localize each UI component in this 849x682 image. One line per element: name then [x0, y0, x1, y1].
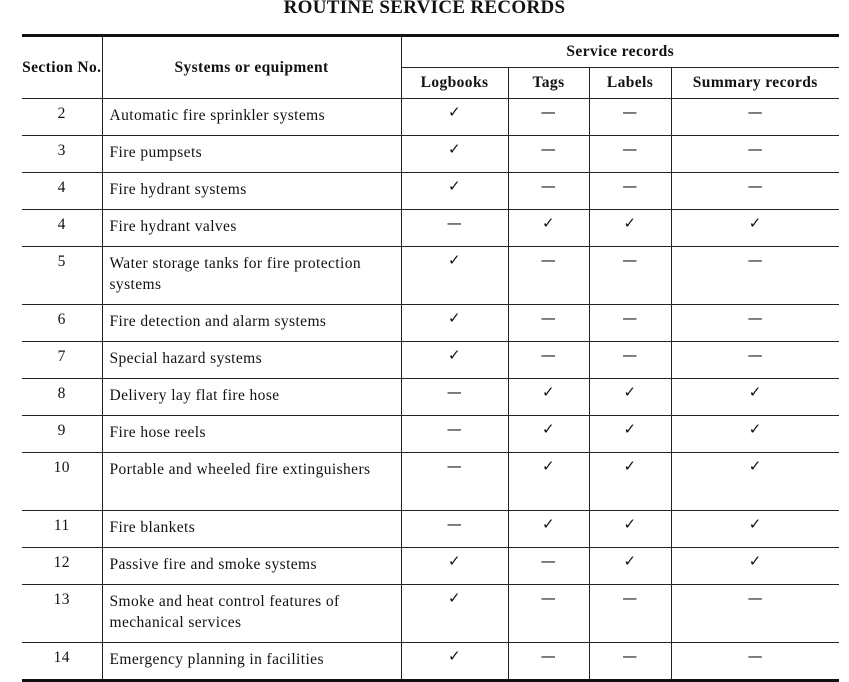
table-row: [22, 210, 839, 247]
dash-icon: —: [540, 589, 557, 607]
section-number: 9: [22, 416, 102, 453]
labels-mark-cell: [589, 342, 671, 379]
logbooks-mark-cell: [401, 173, 508, 210]
logbooks-mark-cell: [401, 585, 508, 643]
dash-icon: —: [540, 251, 557, 269]
system-name: Water storage tanks for fire protection systems: [102, 247, 401, 305]
dash-icon: —: [446, 383, 463, 401]
dash-icon: —: [747, 346, 763, 364]
summary-records-mark-cell: [671, 247, 839, 305]
check-icon: ✓: [448, 309, 461, 327]
dash-icon: —: [747, 589, 763, 607]
table-row: [22, 305, 839, 342]
logbooks-mark-cell: [401, 453, 508, 511]
summary-records-mark-cell: [671, 136, 839, 173]
dash-icon: —: [446, 420, 463, 438]
tags-mark-cell: [508, 453, 589, 511]
labels-mark-cell: [589, 643, 671, 681]
dash-icon: —: [540, 552, 557, 570]
check-icon: ✓: [542, 515, 555, 533]
table-row: [22, 173, 839, 210]
section-number: 6: [22, 305, 102, 342]
tags-mark-cell: [508, 99, 589, 136]
dash-icon: —: [622, 647, 638, 665]
check-icon: ✓: [448, 589, 461, 607]
tags-mark-cell: [508, 416, 589, 453]
system-name: Smoke and heat control features of mechanical services: [102, 585, 401, 643]
labels-mark-cell: [589, 136, 671, 173]
system-name: Delivery lay flat fire hose: [102, 379, 401, 416]
dash-icon: —: [446, 515, 463, 533]
table-row: [22, 585, 839, 643]
labels-mark-cell: [589, 548, 671, 585]
dash-icon: —: [747, 103, 763, 121]
tags-mark-cell: [508, 173, 589, 210]
section-number: 14: [22, 643, 102, 681]
section-number: 8: [22, 379, 102, 416]
dash-icon: —: [747, 251, 763, 269]
table-row: [22, 136, 839, 173]
tags-mark-cell: [508, 379, 589, 416]
dash-icon: —: [622, 589, 638, 607]
section-number: 5: [22, 247, 102, 305]
check-icon: ✓: [748, 420, 762, 438]
tags-mark-cell: [508, 210, 589, 247]
logbooks-mark-cell: [401, 99, 508, 136]
table-body: [22, 99, 839, 681]
header-summary-records: Summary records: [671, 68, 839, 99]
check-icon: ✓: [448, 103, 461, 121]
summary-records-mark-cell: [671, 342, 839, 379]
dash-icon: —: [622, 309, 638, 327]
check-icon: ✓: [448, 346, 461, 364]
section-number: 13: [22, 585, 102, 643]
check-icon: ✓: [748, 214, 762, 232]
dash-icon: —: [446, 214, 463, 232]
system-name: Automatic fire sprinkler systems: [102, 99, 401, 136]
table-row: [22, 99, 839, 136]
header-tags: Tags: [508, 68, 589, 99]
tags-mark-cell: [508, 342, 589, 379]
section-number: 3: [22, 136, 102, 173]
check-icon: ✓: [623, 383, 637, 401]
dash-icon: —: [540, 309, 557, 327]
dash-icon: —: [747, 309, 763, 327]
header-section-no: Section No.: [22, 36, 102, 99]
system-name: Portable and wheeled fire extinguishers: [102, 453, 401, 511]
labels-mark-cell: [589, 416, 671, 453]
section-number: 10: [22, 453, 102, 511]
logbooks-mark-cell: [401, 379, 508, 416]
logbooks-mark-cell: [401, 511, 508, 548]
table-row: [22, 342, 839, 379]
header-labels: Labels: [589, 68, 671, 99]
table-row: [22, 643, 839, 681]
system-name: Fire blankets: [102, 511, 401, 548]
table-row: [22, 511, 839, 548]
check-icon: ✓: [748, 515, 762, 533]
header-systems: Systems or equipment: [102, 36, 401, 99]
summary-records-mark-cell: [671, 585, 839, 643]
logbooks-mark-cell: [401, 136, 508, 173]
check-icon: ✓: [448, 251, 461, 269]
section-number: 2: [22, 99, 102, 136]
check-icon: ✓: [748, 552, 762, 570]
system-name: Fire pumpsets: [102, 136, 401, 173]
logbooks-mark-cell: [401, 210, 508, 247]
logbooks-mark-cell: [401, 342, 508, 379]
page-title: ROUTINE SERVICE RECORDS: [283, 0, 566, 18]
logbooks-mark-cell: [401, 247, 508, 305]
dash-icon: —: [540, 177, 557, 195]
check-icon: ✓: [542, 420, 555, 438]
logbooks-mark-cell: [401, 643, 508, 681]
check-icon: ✓: [542, 214, 555, 232]
check-icon: ✓: [448, 552, 461, 570]
check-icon: ✓: [448, 647, 461, 665]
dash-icon: —: [622, 140, 638, 158]
system-name: Passive fire and smoke systems: [102, 548, 401, 585]
check-icon: ✓: [748, 457, 762, 475]
summary-records-mark-cell: [671, 210, 839, 247]
tags-mark-cell: [508, 548, 589, 585]
dash-icon: —: [540, 140, 557, 158]
system-name: Fire hydrant valves: [102, 210, 401, 247]
check-icon: ✓: [623, 214, 637, 232]
labels-mark-cell: [589, 511, 671, 548]
system-name: Fire hose reels: [102, 416, 401, 453]
tags-mark-cell: [508, 511, 589, 548]
dash-icon: —: [622, 346, 638, 364]
header-service-records: Service records: [401, 36, 839, 68]
system-name: Fire hydrant systems: [102, 173, 401, 210]
table-row: [22, 379, 839, 416]
section-number: 4: [22, 210, 102, 247]
labels-mark-cell: [589, 379, 671, 416]
logbooks-mark-cell: [401, 416, 508, 453]
summary-records-mark-cell: [671, 511, 839, 548]
labels-mark-cell: [589, 99, 671, 136]
table-row: [22, 416, 839, 453]
section-number: 11: [22, 511, 102, 548]
labels-mark-cell: [589, 585, 671, 643]
table-row: [22, 453, 839, 511]
system-name: Special hazard systems: [102, 342, 401, 379]
logbooks-mark-cell: [401, 548, 508, 585]
check-icon: ✓: [623, 552, 637, 570]
tags-mark-cell: [508, 643, 589, 681]
system-name: Emergency planning in facilities: [102, 643, 401, 681]
dash-icon: —: [747, 177, 763, 195]
tags-mark-cell: [508, 247, 589, 305]
summary-records-mark-cell: [671, 453, 839, 511]
check-icon: ✓: [623, 420, 637, 438]
labels-mark-cell: [589, 453, 671, 511]
tags-mark-cell: [508, 585, 589, 643]
labels-mark-cell: [589, 173, 671, 210]
labels-mark-cell: [589, 210, 671, 247]
summary-records-mark-cell: [671, 379, 839, 416]
dash-icon: —: [540, 103, 557, 121]
check-icon: ✓: [542, 383, 555, 401]
section-number: 4: [22, 173, 102, 210]
summary-records-mark-cell: [671, 548, 839, 585]
check-icon: ✓: [623, 515, 637, 533]
header-logbooks: Logbooks: [401, 68, 508, 99]
labels-mark-cell: [589, 305, 671, 342]
dash-icon: —: [622, 251, 638, 269]
system-name: Fire detection and alarm systems: [102, 305, 401, 342]
section-number: 7: [22, 342, 102, 379]
check-icon: ✓: [623, 457, 637, 475]
dash-icon: —: [747, 140, 763, 158]
dash-icon: —: [622, 103, 638, 121]
dash-icon: —: [446, 457, 463, 475]
table-row: [22, 548, 839, 585]
summary-records-mark-cell: [671, 173, 839, 210]
dash-icon: —: [540, 346, 557, 364]
tags-mark-cell: [508, 136, 589, 173]
summary-records-mark-cell: [671, 416, 839, 453]
logbooks-mark-cell: [401, 305, 508, 342]
dash-icon: —: [540, 647, 557, 665]
check-icon: ✓: [448, 140, 461, 158]
dash-icon: —: [622, 177, 638, 195]
summary-records-mark-cell: [671, 99, 839, 136]
check-icon: ✓: [448, 177, 461, 195]
tags-mark-cell: [508, 305, 589, 342]
summary-records-mark-cell: [671, 643, 839, 681]
check-icon: ✓: [748, 383, 762, 401]
table-row: [22, 247, 839, 305]
check-icon: ✓: [542, 457, 555, 475]
service-records-table: [22, 34, 839, 682]
labels-mark-cell: [589, 247, 671, 305]
summary-records-mark-cell: [671, 305, 839, 342]
section-number: 12: [22, 548, 102, 585]
dash-icon: —: [747, 647, 763, 665]
